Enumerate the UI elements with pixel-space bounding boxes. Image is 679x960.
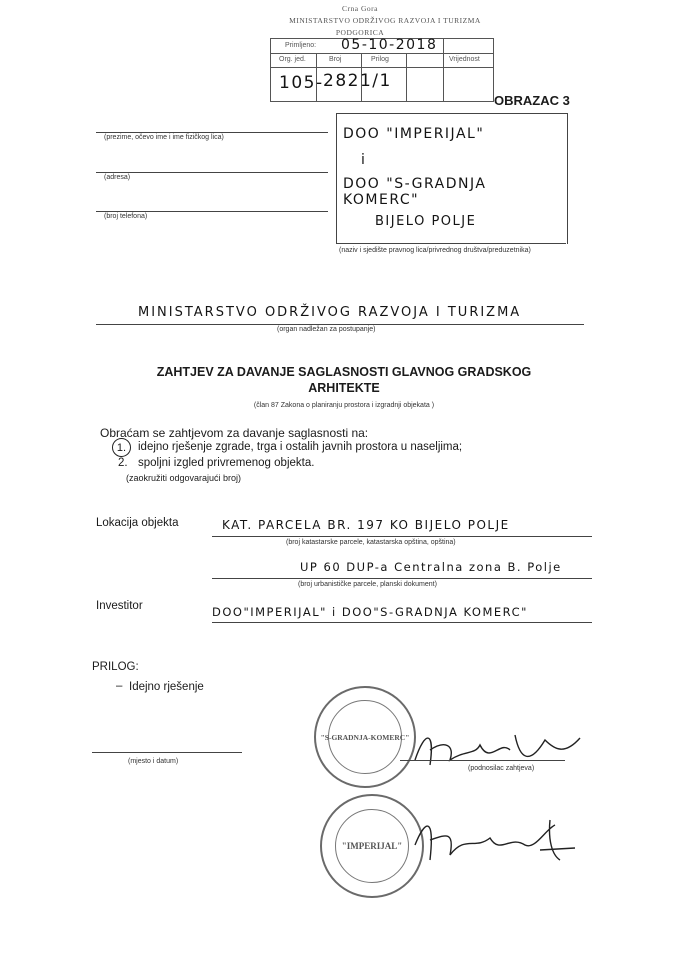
registry-number: 2821/1 [323,71,392,91]
legal-entity-city: BIJELO POLJE [375,214,477,229]
applicant-signature-2 [410,810,580,870]
number-label: Broj [329,56,342,63]
attachment-label: Prilog [371,56,389,63]
legal-entity-caption: (naziv i sjedište pravnog lica/privrednog društva/preduzetnika) [339,247,531,254]
phone-caption: (broj telefona) [104,213,148,220]
org-unit-value: 105- [279,73,324,93]
legal-entity-line1: DOO "IMPERIJAL" [343,126,485,142]
urban-parcel-caption: (broj urbanističke parcele, planski dokument) [298,581,437,588]
attachment-dash: – [116,680,123,692]
location-label: Lokacija objekta [96,517,179,529]
form-code: OBRAZAC 3 [494,93,570,108]
received-date: 05-10-2018 [341,37,438,53]
address-caption: (adresa) [104,174,131,181]
authority-value: MINISTARSTVO ODRŽIVOG RAZVOJA I TURIZMA [138,305,522,320]
registry-table [270,38,494,102]
request-item1-text: idejno rješenje zgrade, trga i ostalih javnih prostora u naseljima; [138,441,463,453]
legal-entity-line3: DOO "S-GRADNJA KOMERC" [343,176,487,208]
attachments-label: PRILOG: [92,661,139,673]
parcel-value: KAT. PARCELA BR. 197 KO BIJELO POLJE [222,518,510,532]
investor-value: DOO"IMPERIJAL" i DOO"S-GRADNJA KOMERC" [212,605,528,619]
attachment-item: Idejno rješenje [129,681,204,693]
place-date-caption: (mjesto i datum) [128,758,179,765]
person-name-caption: (prezime, očevo ime i ime fizičkog lica) [104,134,224,141]
org-unit-label: Org. jed. [279,56,306,63]
request-hint: (zaokružiti odgovarajući broj) [126,473,242,483]
seal-imperijal-text: "IMPERIJAL" [341,841,403,851]
request-item2-text: spoljni izgled privremenog objekta. [138,457,315,469]
document-title-line1: ZAHTJEV ZA DAVANJE SAGLASNOSTI GLAVNOG GRADSKOG [156,365,532,379]
legal-entity-line2: i [361,152,367,168]
investor-label: Investitor [96,600,143,612]
document-title-line2: ARHITEKTE [308,381,380,395]
stamp-city: PODGORICA [335,28,385,37]
applicant-caption: (podnosilac zahtjeva) [468,765,535,772]
legal-entity-box [336,113,568,244]
document-subtitle: (član 87 Zakona o planiranju prostora i izgradnji objekata ) [253,402,435,409]
company-seal-imperijal [320,794,424,898]
received-label: Primljeno: [285,42,317,49]
request-item1-number [112,438,131,457]
request-item2-number: 2. [118,457,128,469]
stamp-country: Crna Gora [342,4,378,13]
parcel-caption: (broj katastarske parcele, katastarska opština, opština) [286,539,456,546]
stamp-ministry: MINISTARSTVO ODRŽIVOG RAZVOJA I TURIZMA [289,16,481,25]
company-seal-s-gradnja [314,686,416,788]
authority-caption: (organ nadležan za postupanje) [277,326,376,333]
urban-parcel-value: UP 60 DUP-a Centralna zona B. Polje [300,560,562,574]
request-item1-number-text: 1. [116,441,127,454]
seal-s-gradnja-text: "S-GRADNJA-KOMERC" [320,732,410,742]
request-intro: Obraćam se zahtjevom za davanje saglasnosti na: [100,426,369,440]
value-label: Vrijednost [449,56,480,63]
